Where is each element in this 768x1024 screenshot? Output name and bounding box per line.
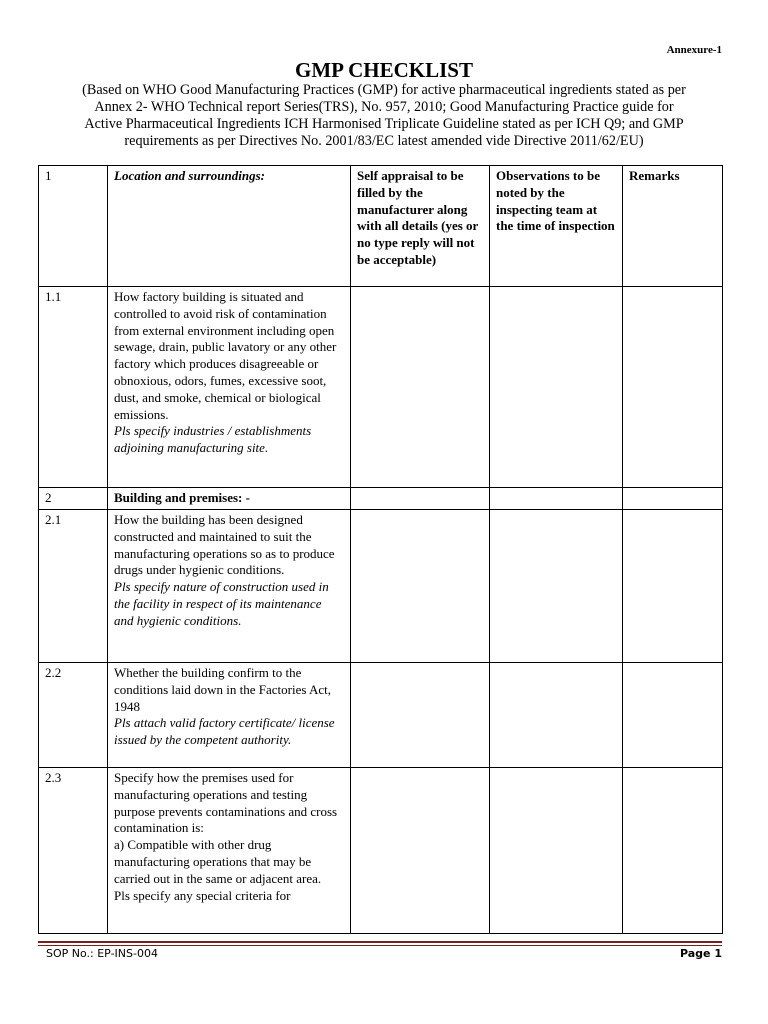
- question-text: Whether the building confirm to the conditions laid down in the Factories Act, 1948: [114, 665, 331, 714]
- row-num: 2.3: [39, 768, 108, 934]
- document-subtitle: [44, 82, 724, 150]
- header-section-title: Location and surroundings:: [108, 166, 351, 287]
- remarks-cell: [623, 488, 723, 510]
- page-number: Page 1: [679, 947, 722, 960]
- question-note: Pls specify industries / establishments adjoining manufacturing site.: [114, 423, 312, 456]
- header-num: 1: [39, 166, 108, 287]
- remarks-cell[interactable]: [623, 663, 723, 768]
- footer-divider-thin: [38, 945, 722, 946]
- self-appraisal-cell[interactable]: [351, 510, 490, 663]
- question-note: Pls attach valid factory certificate/ license issued by the competent authority.: [114, 715, 335, 748]
- remarks-cell[interactable]: [623, 768, 723, 934]
- table-header-row: [39, 166, 723, 287]
- question-extra: Pls specify any special criteria for: [114, 887, 291, 903]
- document-title: GMP CHECKLIST: [295, 58, 473, 82]
- table-row: [39, 510, 723, 663]
- section-row: [39, 488, 723, 510]
- subtitle-line: Annex 2- WHO Technical report Series(TRS), No. 957, 2010; Good Manufacturing Practice guide for: [94, 99, 674, 115]
- observations-cell[interactable]: [490, 663, 623, 768]
- row-question: [108, 510, 351, 663]
- sop-number: SOP No.: EP-INS-004: [46, 947, 158, 960]
- subtitle-line: requirements as per Directives No. 2001/83/EC latest amended vide Directive 2011/62/EU): [124, 133, 644, 149]
- question-text: How factory building is situated and controlled to avoid risk of contamination from external environment including open sewage, drain, public lavatory or any other factory which produces disagreeable or obnoxious, odors, fumes, excessive soot, dust, and smoke, chemical or biological emissions.: [114, 289, 337, 422]
- table-row: [39, 768, 723, 934]
- table-row: [39, 663, 723, 768]
- question-text: Specify how the premises used for manufacturing operations and testing purpose prevents contaminations and cross contamination is:: [114, 770, 338, 836]
- subtitle-line: Active Pharmaceutical Ingredients ICH Harmonised Triplicate Guideline stated as per ICH Q9; and GMP: [84, 116, 684, 132]
- row-question: [108, 768, 351, 934]
- row-num: 2.1: [39, 510, 108, 663]
- header-observations: Observations to be noted by the inspecting team at the time of inspection: [490, 166, 623, 287]
- row-question: [108, 287, 351, 488]
- annexure-label: Annexure-1: [666, 44, 722, 56]
- question-text: How the building has been designed constructed and maintained to suit the manufacturing operations so as to produce drugs under hygienic conditions.: [114, 512, 335, 578]
- question-item-a: a) Compatible with other drug manufacturing operations that may be carried out in the same or adjacent area.: [114, 837, 322, 886]
- header-remarks: Remarks: [623, 166, 723, 287]
- header-self-appraisal: Self appraisal to be filled by the manufacturer along with all details (yes or no type reply will not be acceptable): [351, 166, 490, 287]
- remarks-cell[interactable]: [623, 287, 723, 488]
- observations-cell[interactable]: [490, 768, 623, 934]
- observations-cell: [490, 488, 623, 510]
- question-note: Pls specify nature of construction used in the facility in respect of its maintenance and hygienic conditions.: [114, 579, 329, 628]
- self-appraisal-cell: [351, 488, 490, 510]
- row-num: 2.2: [39, 663, 108, 768]
- row-num: 2: [39, 488, 108, 510]
- remarks-cell[interactable]: [623, 510, 723, 663]
- observations-cell[interactable]: [490, 287, 623, 488]
- row-question: [108, 663, 351, 768]
- self-appraisal-cell[interactable]: [351, 287, 490, 488]
- gmp-checklist-table: [38, 165, 723, 934]
- self-appraisal-cell[interactable]: [351, 663, 490, 768]
- self-appraisal-cell[interactable]: [351, 768, 490, 934]
- subtitle-line: (Based on WHO Good Manufacturing Practices (GMP) for active pharmaceutical ingredients stated as per: [82, 82, 686, 98]
- row-num: 1.1: [39, 287, 108, 488]
- footer-divider: [38, 941, 722, 943]
- observations-cell[interactable]: [490, 510, 623, 663]
- table-row: [39, 287, 723, 488]
- section-title: Building and premises: -: [108, 488, 351, 510]
